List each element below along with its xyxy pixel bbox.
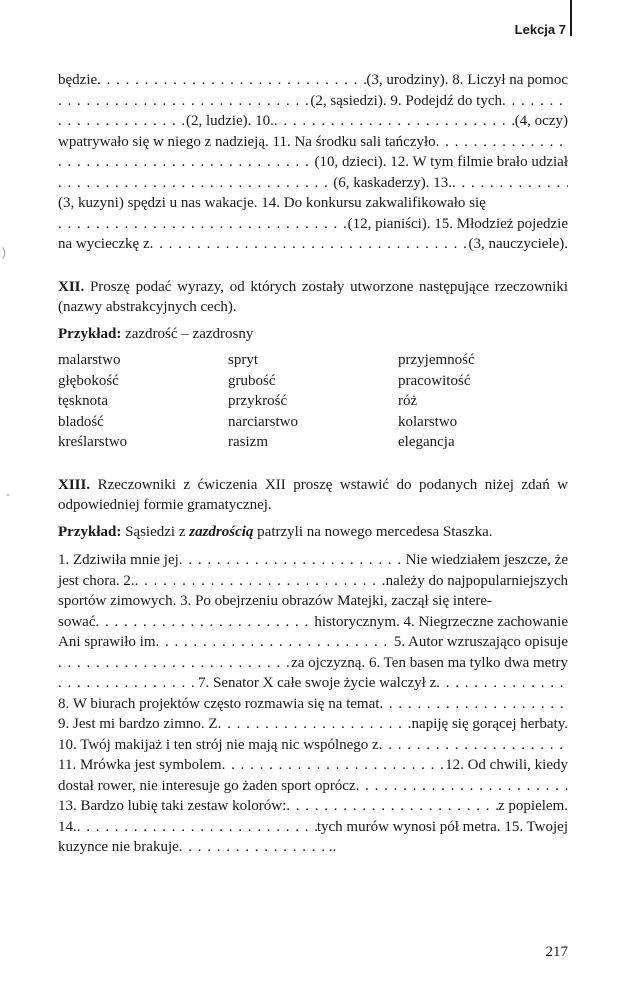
text-line: 1. Zdziwiła mnie jej . . . Nie wiedziałem jeszcze, że xyxy=(58,550,568,571)
page-number: 217 xyxy=(545,944,568,960)
word: spryt xyxy=(228,352,258,368)
text-line: . . . (2, sąsiedzi). 9. Podejdź do tych . . . xyxy=(58,91,568,112)
text-line: Ani sprawiło im . . . 5. Autor wzruszająco opisuje xyxy=(58,632,568,653)
text-line: wpatrywało się w niego z nadzieją. 11. Na środku sali tańczyło . . . xyxy=(58,132,568,153)
word: kolarstwo xyxy=(398,413,458,430)
exercise-13-sentences xyxy=(58,550,568,858)
word: rasizm xyxy=(228,434,268,450)
word: pracowitość xyxy=(398,372,471,389)
word: przyjemność xyxy=(398,352,475,368)
exercise-11-continuation xyxy=(58,70,568,255)
exercise-13-example: Przykład: Sąsiedzi z zazdrością patrzyli na nowego mercedesa Staszka. xyxy=(58,523,493,540)
exercise-12-instruction: XII. Proszę podać wyrazy, od których zostały utworzone następujące rzeczowniki (nazwy abstrakcyjnych cech). xyxy=(58,278,568,315)
text-line: jest chora. 2. . . . należy do najpopularniejszych xyxy=(58,571,568,592)
text-line: 9. Jest mi bardzo zimno. Z . . . napiję się gorącej herbaty. xyxy=(58,714,568,735)
text-line: (3, kuzyni) spędzi u nas wakacje. 14. Do konkursu zakwalifikowało się xyxy=(58,195,486,211)
margin-mark: - xyxy=(6,487,10,501)
text-line: 13. Bardzo lubię taki zestaw kolorów: . . . z popielem. xyxy=(58,796,568,817)
page-content xyxy=(58,70,568,858)
word: narciarstwo xyxy=(228,413,298,430)
text-line: będzie . . . (3, urodziny). 8. Liczył na pomoc xyxy=(58,70,568,91)
text-line: kuzynce nie brakuje . . . .. xyxy=(58,837,568,858)
header-rule xyxy=(570,0,572,36)
text-line: . . . za ojczyzną. 6. Ten basen ma tylko dwa metry xyxy=(58,653,568,674)
word: róż xyxy=(398,393,418,409)
text-line: 14. . . . tych murów wynosi pół metra. 15. Twojej xyxy=(58,817,568,838)
exercise-13-instruction: XIII. Rzeczowniki z ćwiczenia XII proszę wstawić do podanych niżej zdań w odpowiedniej formie gramatycznej. xyxy=(58,476,569,513)
text-line: 11. Mrówka jest symbolem . . . 12. Od chwili, kiedy xyxy=(58,755,568,776)
text-line: . . . (10, dzieci). 12. W tym filmie brało udział xyxy=(58,152,568,173)
text-line: . . . 7. Senator X całe swoje życie walczył z . . . xyxy=(58,673,568,694)
word: przykrość xyxy=(228,393,288,409)
text-line: na wycieczkę z . . . (3, nauczyciele). xyxy=(58,234,568,255)
exercise-number: XII. xyxy=(58,278,85,295)
exercise-12 xyxy=(58,277,568,453)
exercise-12-example: Przykład: zazdrość – zazdrosny xyxy=(58,325,254,342)
text-line: dostał rower, nie interesuje go żaden sport oprócz . . . xyxy=(58,776,568,797)
word: kreślarstwo xyxy=(58,434,128,450)
text-line: sować . . . historycznym. 4. Niegrzeczne zachowanie xyxy=(58,612,568,633)
text-line: 8. W biurach projektów często rozmawia się na temat . . . xyxy=(58,694,568,715)
text-line: . . . (12, pianiści). 15. Młodzież pojedzie xyxy=(58,214,568,235)
word: bladość xyxy=(58,413,104,430)
text-line: sportów zimowych. 3. Po obejrzeniu obrazów Matejki, zaczął się intere- xyxy=(58,593,493,609)
text-line: 10. Twój makijaż i ten strój nie mają nic wspólnego z . . . xyxy=(58,735,568,756)
word: grubość xyxy=(228,372,276,389)
word: głębokość xyxy=(58,372,119,389)
word: malarstwo xyxy=(58,352,121,368)
text-line: . . . (6, kaskaderzy). 13. . . . xyxy=(58,173,568,194)
text-line: . . . (2, ludzie). 10. . . . (4, oczy) xyxy=(58,111,568,132)
word-list xyxy=(58,350,568,453)
exercise-number: XIII. xyxy=(58,476,91,493)
word: tęsknota xyxy=(58,393,108,409)
chapter-header: Lekcja 7 xyxy=(514,22,566,37)
margin-mark: ) xyxy=(2,245,6,259)
word: elegancja xyxy=(398,434,455,450)
exercise-13 xyxy=(58,475,568,858)
